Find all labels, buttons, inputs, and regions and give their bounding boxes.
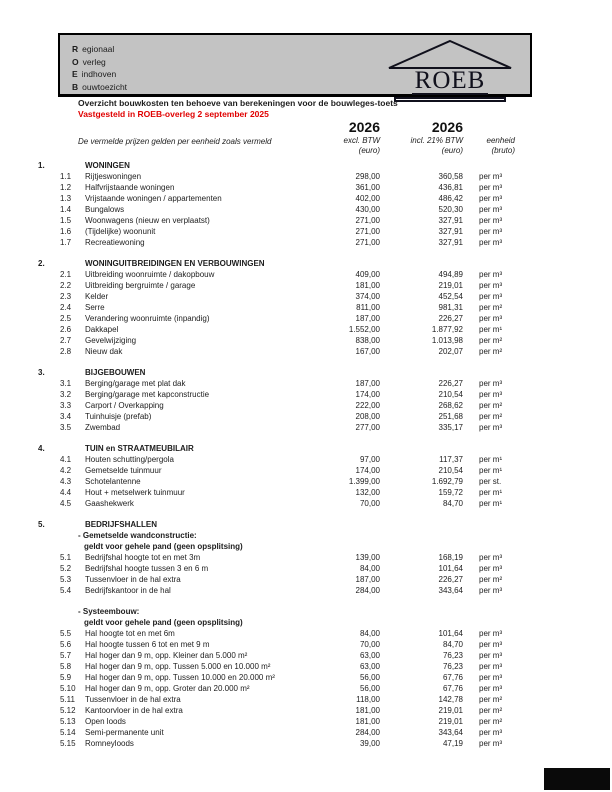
table-row [0, 291, 612, 302]
table-row [0, 498, 612, 509]
row-description: Hal hoger dan 9 m, opp. Groter dan 20.000 m² [85, 684, 250, 693]
row-price-incl: 452,54 [438, 292, 463, 301]
table-row [0, 302, 612, 313]
group-note: geldt voor gehele pand (geen opsplitsing) [84, 618, 243, 627]
row-unit: per m² [479, 706, 503, 715]
row-price-incl: 436,81 [438, 183, 463, 192]
row-description: Bedrijfshal hoogte tussen 3 en 6 m [85, 564, 209, 573]
row-price-incl: 327,91 [438, 216, 463, 225]
row-price-incl: 47,19 [442, 739, 463, 748]
row-number: 5.13 [60, 717, 76, 726]
row-number: 5.15 [60, 739, 76, 748]
row-price-excl: 167,00 [355, 347, 380, 356]
row-description: Tussenvloer in de hal extra [85, 695, 181, 704]
row-description: Verandering woonruimte (inpandig) [85, 314, 210, 323]
row-price-incl: 360,58 [438, 172, 463, 181]
row-unit: per m³ [479, 553, 503, 562]
row-price-incl: 142,78 [438, 695, 463, 704]
row-price-excl: 838,00 [355, 336, 380, 345]
row-description: Uitbreiding woonruimte / dakopbouw [85, 270, 215, 279]
table-row [0, 683, 612, 694]
table-row [0, 628, 612, 639]
row-unit: per m³ [479, 270, 503, 279]
row-price-excl: 271,00 [355, 227, 380, 236]
row-number: 4.4 [60, 488, 72, 497]
row-price-incl: 268,62 [438, 401, 463, 410]
row-price-incl: 159,72 [438, 488, 463, 497]
table-row [0, 335, 612, 346]
section-title: WONINGUITBREIDINGEN EN VERBOUWINGEN [85, 259, 265, 268]
row-price-excl: 409,00 [355, 270, 380, 279]
row-description: Serre [85, 303, 105, 312]
table-row [0, 639, 612, 650]
row-number: 3.1 [60, 379, 72, 388]
section-title: TUIN en STRAATMEUBILAIR [85, 444, 194, 453]
row-price-incl: 168,19 [438, 553, 463, 562]
section-number: 5. [38, 520, 45, 529]
year-label: 2026 [348, 119, 380, 135]
row-number: 5.5 [60, 629, 72, 638]
row-number: 4.3 [60, 477, 72, 486]
table-row [0, 226, 612, 237]
row-description: (Tijdelijke) woonunit [85, 227, 156, 236]
row-number: 5.10 [60, 684, 76, 693]
row-number: 5.1 [60, 553, 72, 562]
row-price-excl: 84,00 [359, 564, 380, 573]
org-line [72, 56, 127, 69]
section-number: 1. [38, 161, 45, 170]
row-number: 5.6 [60, 640, 72, 649]
row-price-excl: 70,00 [359, 499, 380, 508]
row-price-excl: 811,00 [356, 303, 380, 312]
row-price-incl: 1.013,98 [431, 336, 463, 345]
table-row [0, 204, 612, 215]
org-initial: B [72, 81, 79, 92]
roeb-logo [384, 39, 516, 94]
table-row [0, 215, 612, 226]
row-description: Hal hoger dan 9 m, opp. Tussen 5.000 en 10.000 m² [85, 662, 271, 671]
row-description: Bedrijfskantoor in de hal [85, 586, 171, 595]
section-gap [0, 509, 612, 519]
footer-black-block [544, 768, 610, 790]
row-unit: per m² [479, 303, 503, 312]
row-number: 1.1 [60, 172, 72, 181]
table-row [0, 346, 612, 357]
row-description: Woonwagens (nieuw en verplaatst) [85, 216, 210, 225]
row-number: 5.8 [60, 662, 72, 671]
row-price-excl: 361,00 [355, 183, 380, 192]
row-description: Berging/garage met kapconstructie [85, 390, 210, 399]
table-row [0, 454, 612, 465]
row-description: Kantoorvloer in de hal extra [85, 706, 183, 715]
row-unit: per m³ [479, 172, 503, 181]
row-price-incl: 210,54 [438, 466, 463, 475]
row-price-excl: 70,00 [359, 640, 380, 649]
section-title: BEDRIJFSHALLEN [85, 520, 158, 529]
row-price-excl: 132,00 [355, 488, 380, 497]
row-price-incl: 327,91 [438, 238, 463, 247]
row-unit: per m³ [479, 216, 503, 225]
row-price-excl: 181,00 [355, 717, 380, 726]
table-row [0, 476, 612, 487]
section-number: 2. [38, 259, 45, 268]
table-row [0, 650, 612, 661]
row-unit: per m³ [479, 564, 503, 573]
page-title: Overzicht bouwkosten ten behoeve van berekeningen voor de bouwleges-toets [78, 98, 398, 108]
row-description: Open loods [85, 717, 126, 726]
row-number: 3.4 [60, 412, 72, 421]
row-price-incl: 226,27 [438, 575, 463, 584]
table-row [0, 237, 612, 248]
pediment-roof-icon [387, 39, 513, 69]
row-unit: per m¹ [479, 499, 503, 508]
row-price-excl: 56,00 [359, 684, 380, 693]
row-price-incl: 67,76 [442, 684, 463, 693]
row-price-excl: 181,00 [355, 281, 380, 290]
row-unit: per m³ [479, 629, 503, 638]
row-unit: per m³ [479, 651, 503, 660]
org-header-box [58, 33, 532, 97]
row-number: 5.12 [60, 706, 76, 715]
row-number: 5.3 [60, 575, 72, 584]
row-number: 3.2 [60, 390, 72, 399]
row-description: Hal hoger dan 9 m, opp. Kleiner dan 5.000 m² [85, 651, 248, 660]
row-price-incl: 343,64 [438, 728, 463, 737]
row-price-excl: 97,00 [359, 455, 380, 464]
row-number: 2.3 [60, 292, 72, 301]
row-description: Tuinhuisje (prefab) [85, 412, 152, 421]
row-price-incl: 84,70 [442, 499, 463, 508]
row-unit: per m² [479, 347, 503, 356]
row-unit: per m³ [479, 183, 503, 192]
row-unit: per m³ [479, 281, 503, 290]
row-number: 5.11 [60, 695, 75, 704]
table-row [0, 171, 612, 182]
row-number: 3.3 [60, 401, 72, 410]
row-unit: per m¹ [479, 488, 503, 497]
row-price-excl: 298,00 [355, 172, 380, 181]
row-number: 5.4 [60, 586, 72, 595]
table-row [0, 400, 612, 411]
row-description: Bungalows [85, 205, 125, 214]
row-number: 1.4 [60, 205, 72, 214]
table-row [0, 738, 612, 749]
row-price-excl: 277,00 [355, 423, 380, 432]
row-price-excl: 271,00 [355, 238, 380, 247]
table-row [0, 661, 612, 672]
row-unit: per m² [479, 575, 503, 584]
row-unit: per m³ [479, 423, 503, 432]
row-price-excl: 430,00 [355, 205, 380, 214]
table-row [0, 574, 612, 585]
table-row [0, 716, 612, 727]
row-unit: per m³ [479, 238, 503, 247]
row-price-incl: 219,01 [438, 281, 463, 290]
row-price-incl: 520,30 [438, 205, 463, 214]
row-price-incl: 1.877,92 [431, 325, 463, 334]
row-unit: per m¹ [479, 466, 503, 475]
row-description: Kelder [85, 292, 109, 301]
row-unit: per m³ [479, 728, 503, 737]
row-price-incl: 335,17 [438, 423, 463, 432]
group-note: - Gemetselde wandconstructie: [78, 531, 197, 540]
row-price-excl: 222,00 [355, 401, 380, 410]
row-number: 2.6 [60, 325, 72, 334]
row-price-incl: 226,27 [438, 314, 463, 323]
table-row [0, 552, 612, 563]
row-price-incl: 67,76 [442, 673, 463, 682]
row-unit: per m³ [479, 390, 503, 399]
section-header [0, 160, 612, 171]
column-header-excl-btw [290, 119, 380, 156]
row-price-excl: 187,00 [355, 379, 380, 388]
row-unit: per m³ [479, 640, 503, 649]
table-row [0, 563, 612, 574]
section-title: WONINGEN [85, 161, 130, 170]
column-label: eenheid [486, 136, 515, 145]
org-rest: verleg [82, 56, 106, 67]
row-price-excl: 1.552,00 [348, 325, 380, 334]
row-unit: per m³ [479, 227, 503, 236]
section-header [0, 443, 612, 454]
row-description: Hal hoogte tussen 6 tot en met 9 m [85, 640, 210, 649]
logo-base-plinth [394, 97, 506, 102]
row-unit: per m³ [479, 194, 503, 203]
row-description: Hal hoogte tot en met 6m [85, 629, 175, 638]
row-price-excl: 284,00 [355, 586, 380, 595]
org-rest: egionaal [82, 44, 115, 54]
row-description: Tussenvloer in de hal extra [85, 575, 181, 584]
row-unit: per m¹ [479, 455, 503, 464]
row-price-excl: 174,00 [355, 390, 380, 399]
row-price-incl: 219,01 [438, 717, 463, 726]
column-sublabel: (bruto) [491, 146, 515, 155]
row-price-incl: 101,64 [438, 629, 463, 638]
row-description: Recreatiewoning [85, 238, 145, 247]
row-number: 1.5 [60, 216, 72, 225]
org-initial: E [72, 69, 78, 79]
section-gap [0, 248, 612, 258]
row-unit: per m² [479, 717, 503, 726]
row-number: 1.7 [60, 238, 72, 247]
row-number: 5.9 [60, 673, 72, 682]
section-header [0, 258, 612, 269]
row-price-excl: 208,00 [355, 412, 380, 421]
row-description: Vrijstaande woningen / appartementen [85, 194, 222, 203]
row-price-incl: 494,89 [438, 270, 463, 279]
section-gap [0, 357, 612, 367]
table-row [0, 705, 612, 716]
row-price-excl: 1.399,00 [348, 477, 380, 486]
section-header [0, 367, 612, 378]
row-price-excl: 374,00 [355, 292, 380, 301]
row-unit: per m³ [479, 379, 503, 388]
row-price-excl: 284,00 [355, 728, 380, 737]
table-row [0, 313, 612, 324]
row-price-incl: 981,31 [438, 303, 463, 312]
row-price-incl: 1.692,79 [431, 477, 463, 486]
row-number: 4.2 [60, 466, 72, 475]
row-description: Uitbreiding bergruimte / garage [85, 281, 196, 290]
org-initial: O [72, 56, 79, 67]
table-row [0, 585, 612, 596]
row-unit: per m³ [479, 739, 503, 748]
table-row [0, 694, 612, 705]
row-unit: per m² [479, 336, 503, 345]
org-initial: R [72, 44, 79, 54]
row-price-excl: 187,00 [355, 575, 380, 584]
row-description: Bedrijfshal hoogte tot en met 3m [85, 553, 201, 562]
group-note: geldt voor gehele pand (geen opsplitsing) [84, 542, 243, 551]
table-row [0, 422, 612, 433]
cost-table [0, 160, 612, 749]
org-rest: ouwtoezicht [82, 81, 128, 92]
row-price-excl: 174,00 [355, 466, 380, 475]
row-unit: per m³ [479, 586, 503, 595]
row-description: Gaashekwerk [85, 499, 134, 508]
org-line [72, 43, 127, 56]
row-price-incl: 327,91 [438, 227, 463, 236]
row-unit: per m³ [479, 205, 503, 214]
row-description: Schotelantenne [85, 477, 141, 486]
row-description: Rijtjeswoningen [85, 172, 142, 181]
row-price-excl: 118,00 [356, 695, 380, 704]
row-price-incl: 84,70 [442, 640, 463, 649]
row-number: 2.7 [60, 336, 72, 345]
row-number: 2.4 [60, 303, 72, 312]
row-description: Carport / Overkapping [85, 401, 164, 410]
year-label: 2026 [431, 119, 463, 135]
row-price-incl: 117,37 [439, 455, 463, 464]
column-header-eenheid [445, 136, 515, 156]
row-number: 4.5 [60, 499, 72, 508]
row-number: 1.2 [60, 183, 72, 192]
row-description: Dakkapel [85, 325, 119, 334]
table-row [0, 672, 612, 683]
row-description: Houten schutting/pergola [85, 455, 174, 464]
table-row [0, 411, 612, 422]
row-price-excl: 84,00 [359, 629, 380, 638]
row-description: Halfvrijstaande woningen [85, 183, 175, 192]
org-name-lines [60, 35, 127, 94]
section-number: 4. [38, 444, 45, 453]
page-subtitle-red: Vastgesteld in ROEB-overleg 2 september 2025 [78, 109, 269, 119]
row-unit: per m³ [479, 292, 503, 301]
row-price-excl: 181,00 [355, 706, 380, 715]
org-line [72, 68, 127, 81]
row-price-excl: 39,00 [359, 739, 380, 748]
table-row [0, 389, 612, 400]
row-price-incl: 343,64 [438, 586, 463, 595]
row-price-incl: 226,27 [438, 379, 463, 388]
row-price-incl: 251,68 [438, 412, 463, 421]
row-price-excl: 139,00 [355, 553, 380, 562]
table-row [0, 280, 612, 291]
row-number: 5.14 [60, 728, 76, 737]
row-price-incl: 219,01 [438, 706, 463, 715]
row-price-excl: 187,00 [355, 314, 380, 323]
column-label: excl. BTW [343, 136, 380, 145]
section-header [0, 519, 612, 530]
row-number: 5.7 [60, 651, 72, 660]
table-row [0, 182, 612, 193]
table-row [0, 378, 612, 389]
row-unit: per m³ [479, 662, 503, 671]
org-rest: indhoven [81, 69, 117, 79]
row-price-excl: 56,00 [359, 673, 380, 682]
row-number: 2.5 [60, 314, 72, 323]
row-price-incl: 76,23 [442, 662, 463, 671]
table-row [0, 727, 612, 738]
column-sublabel: (euro) [441, 146, 463, 155]
group-gap [0, 596, 612, 606]
table-row [0, 487, 612, 498]
row-number: 2.2 [60, 281, 72, 290]
row-description: Zwembad [85, 423, 121, 432]
row-unit: per m³ [479, 673, 503, 682]
section-title: BIJGEBOUWEN [85, 368, 146, 377]
row-number: 5.2 [60, 564, 72, 573]
row-number: 1.6 [60, 227, 72, 236]
row-price-incl: 202,07 [438, 347, 463, 356]
row-number: 4.1 [60, 455, 72, 464]
row-description: Romneyloods [85, 739, 134, 748]
row-description: Hout + metselwerk tuinmuur [85, 488, 185, 497]
section-number: 3. [38, 368, 45, 377]
row-price-incl: 210,54 [438, 390, 463, 399]
column-sublabel: (euro) [358, 146, 380, 155]
row-unit: per m² [479, 412, 503, 421]
table-row [0, 269, 612, 280]
row-unit: per m² [479, 401, 503, 410]
row-unit: per m² [479, 695, 503, 704]
row-unit: per st. [479, 477, 502, 486]
row-price-incl: 486,42 [438, 194, 463, 203]
row-unit: per m¹ [479, 325, 503, 334]
section-gap [0, 433, 612, 443]
row-unit: per m³ [479, 684, 503, 693]
row-number: 1.3 [60, 194, 72, 203]
org-line [72, 81, 127, 94]
table-row [0, 324, 612, 335]
group-note: - Systeembouw: [78, 607, 140, 616]
row-description: Berging/garage met plat dak [85, 379, 186, 388]
row-number: 2.1 [60, 270, 72, 279]
row-number: 2.8 [60, 347, 72, 356]
row-description: Gemetselde tuinmuur [85, 466, 162, 475]
row-description: Hal hoger dan 9 m, opp. Tussen 10.000 en 20.000 m² [85, 673, 275, 682]
row-number: 3.5 [60, 423, 72, 432]
row-price-excl: 402,00 [355, 194, 380, 203]
price-note: De vermelde prijzen gelden per eenheid zoals vermeld [78, 137, 272, 146]
row-price-excl: 63,00 [359, 662, 380, 671]
row-price-incl: 101,64 [438, 564, 463, 573]
row-description: Nieuw dak [85, 347, 123, 356]
row-price-excl: 271,00 [355, 216, 380, 225]
table-row [0, 193, 612, 204]
row-description: Gevelwijziging [85, 336, 137, 345]
row-price-incl: 76,23 [442, 651, 463, 660]
row-unit: per m³ [479, 314, 503, 323]
row-price-excl: 63,00 [359, 651, 380, 660]
logo-wordmark: ROEB [412, 67, 489, 95]
row-description: Semi-permanente unit [85, 728, 164, 737]
table-row [0, 465, 612, 476]
column-label: incl. 21% BTW [410, 136, 463, 145]
